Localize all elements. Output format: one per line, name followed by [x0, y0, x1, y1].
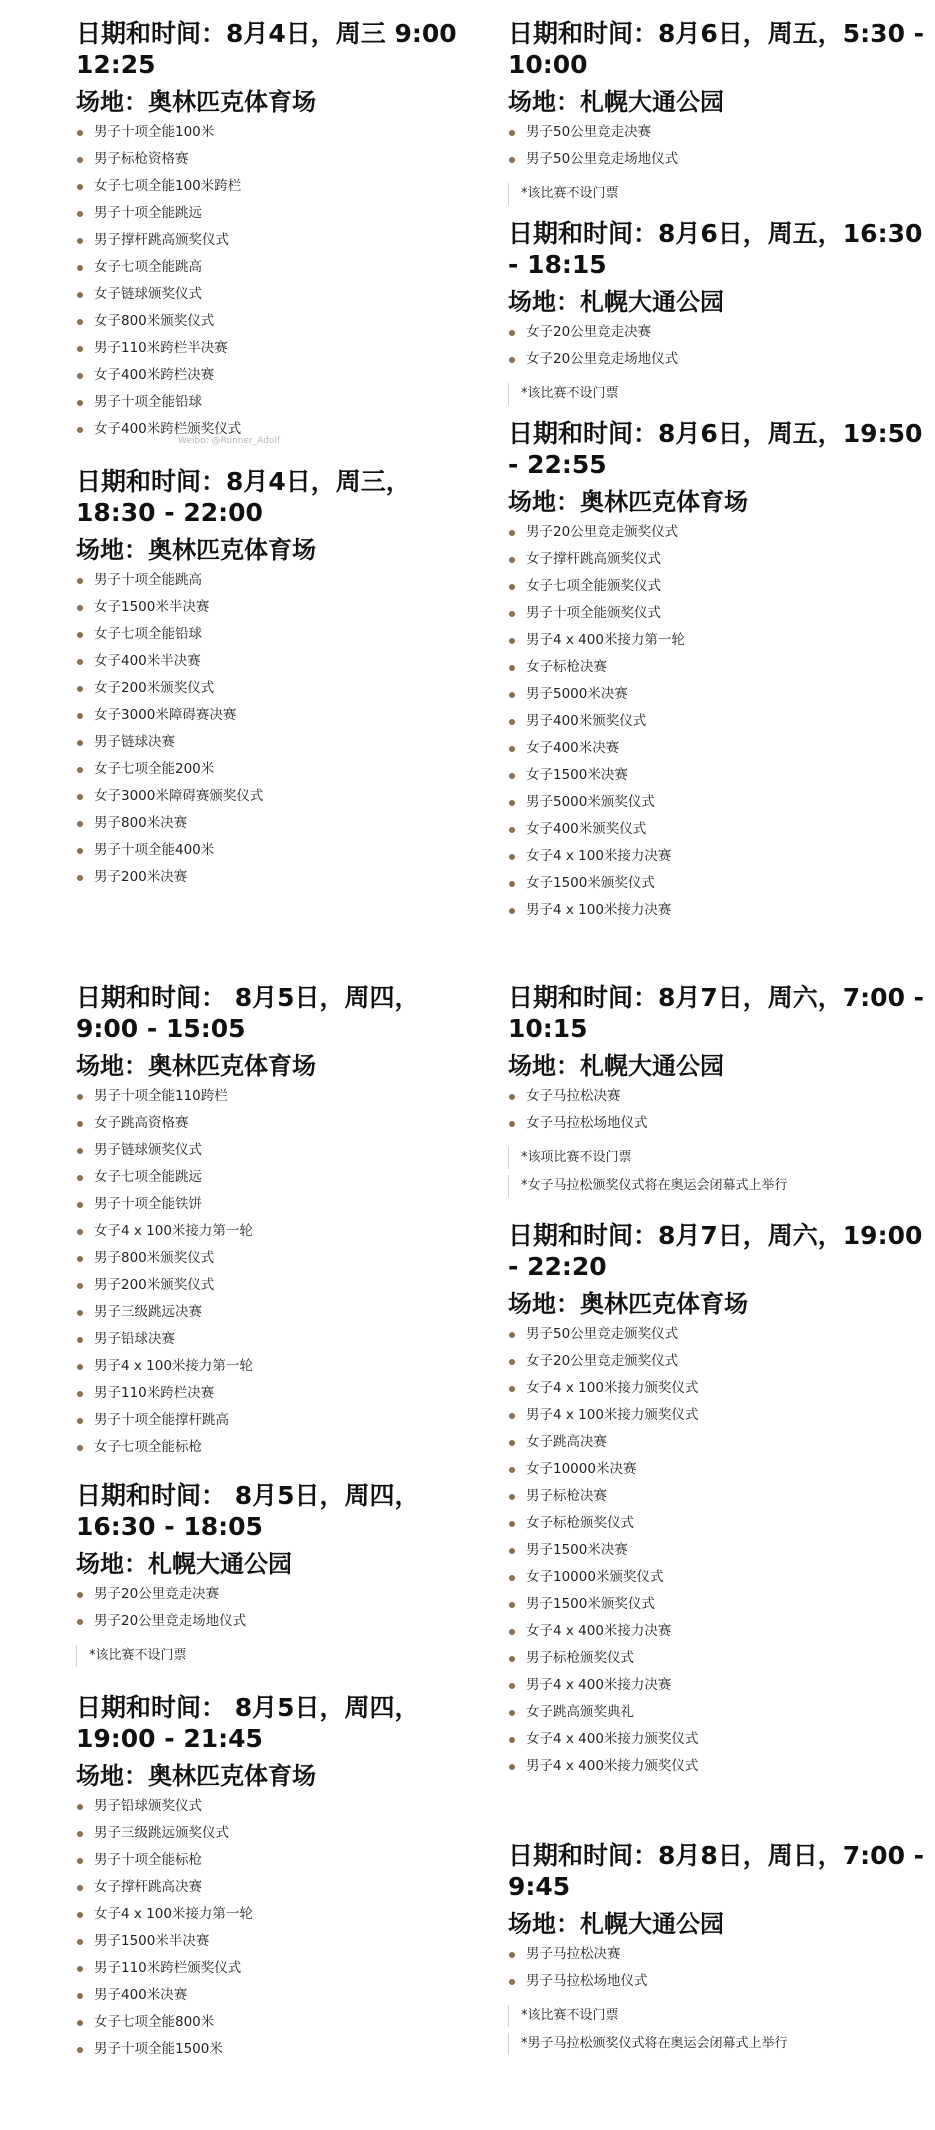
event-list — [76, 1793, 476, 2063]
event-list-item: 男子十项全能100米 — [76, 119, 476, 146]
event-list-item: 女子七项全能标枪 — [76, 1434, 476, 1461]
event-list — [76, 1581, 476, 1635]
ticket-note: *该比赛不设门票 — [76, 1645, 476, 1667]
event-list-item: 女子跳高决赛 — [508, 1429, 928, 1456]
watermark-text: Weibo: @Runner_Adolf — [178, 436, 281, 446]
event-list-item: 男子十项全能铅球 — [76, 389, 476, 416]
event-list-item: 男子400米颁奖仪式 — [508, 708, 928, 735]
event-list-item: 男子50公里竞走决赛 — [508, 119, 928, 146]
session-venue: 场地：奥林匹克体育场 — [76, 1762, 316, 1790]
event-list-item: 女子400米半决赛 — [76, 648, 476, 675]
event-list-item: 女子1500米半决赛 — [76, 594, 476, 621]
session-datetime: 日期和时间：8月4日，周三，18:30 - 22:00 — [76, 467, 411, 527]
session-venue: 场地：奥林匹克体育场 — [76, 88, 316, 116]
event-list-item: 女子400米决赛 — [508, 735, 928, 762]
event-list — [76, 567, 476, 891]
event-list-item: 女子3000米障碍赛决赛 — [76, 702, 476, 729]
event-list-item: 女子撑杆跳高颁奖仪式 — [508, 546, 928, 573]
session-venue: 场地：札幌大通公园 — [508, 88, 724, 116]
session-block-aug4-morning — [76, 18, 476, 443]
event-list-item: 女子七项全能200米 — [76, 756, 476, 783]
session-block-aug7-evening — [508, 1220, 928, 1780]
event-list-item: 女子10000米决赛 — [508, 1456, 928, 1483]
session-datetime: 日期和时间：8月6日，周五，19:50 - 22:55 — [508, 419, 923, 479]
event-list-item: 女子3000米障碍赛颁奖仪式 — [76, 783, 476, 810]
event-list-item: 女子400米跨栏决赛 — [76, 362, 476, 389]
session-datetime: 日期和时间： 8月5日，周四，16:30 - 18:05 — [76, 1481, 420, 1541]
event-list-item: 男子200米决赛 — [76, 864, 476, 891]
event-list-item: 男子十项全能颁奖仪式 — [508, 600, 928, 627]
event-list-item: 男子110米跨栏颁奖仪式 — [76, 1955, 476, 1982]
event-list-item: 女子七项全能800米 — [76, 2009, 476, 2036]
session-datetime: 日期和时间：8月6日，周五，5:30 - 10:00 — [508, 19, 925, 79]
event-list-item: 女子20公里竞走决赛 — [508, 319, 928, 346]
event-list-item: 女子七项全能100米跨栏 — [76, 173, 476, 200]
session-venue: 场地：奥林匹克体育场 — [508, 488, 748, 516]
event-list — [508, 119, 928, 173]
event-list-item: 男子4 x 400米接力决赛 — [508, 1672, 928, 1699]
event-list-item: 男子50公里竞走颁奖仪式 — [508, 1321, 928, 1348]
event-list-item: 女子4 x 100米接力第一轮 — [76, 1901, 476, 1928]
event-list-item: 男子20公里竞走场地仪式 — [76, 1608, 476, 1635]
event-list-item: 女子七项全能跳远 — [76, 1164, 476, 1191]
session-block-aug5-morning — [76, 982, 476, 1461]
event-list-item: 女子1500米颁奖仪式 — [508, 870, 928, 897]
event-list-item: 女子400米颁奖仪式 — [508, 816, 928, 843]
event-list-item: 男子4 x 100米接力颁奖仪式 — [508, 1402, 928, 1429]
event-list-item: 男子十项全能110跨栏 — [76, 1083, 476, 1110]
event-list — [508, 1083, 928, 1137]
event-list-item: 女子1500米决赛 — [508, 762, 928, 789]
event-list-item: 男子4 x 100米接力决赛 — [508, 897, 928, 924]
event-list-item: 男子1500米颁奖仪式 — [508, 1591, 928, 1618]
event-list-item: 女子4 x 100米接力颁奖仪式 — [508, 1375, 928, 1402]
event-list-item: 男子标枪决赛 — [508, 1483, 928, 1510]
session-block-aug6-evening — [508, 418, 928, 924]
session-venue: 场地：奥林匹克体育场 — [76, 1052, 316, 1080]
event-list-item: 男子20公里竞走颁奖仪式 — [508, 519, 928, 546]
session-datetime: 日期和时间： 8月5日，周四，19:00 - 21:45 — [76, 1693, 420, 1753]
event-list-item: 男子三级跳远颁奖仪式 — [76, 1820, 476, 1847]
event-list-item: 男子4 x 400米接力第一轮 — [508, 627, 928, 654]
session-venue: 场地：札幌大通公园 — [508, 1910, 724, 1938]
event-list-item: 男子链球决赛 — [76, 729, 476, 756]
event-list-item: 女子400米跨栏颁奖仪式 — [76, 416, 476, 443]
event-list-item: 女子标枪决赛 — [508, 654, 928, 681]
session-datetime: 日期和时间：8月6日，周五，16:30 - 18:15 — [508, 219, 923, 279]
session-block-aug7-morning — [508, 982, 928, 1201]
event-list-item: 男子110米跨栏决赛 — [76, 1380, 476, 1407]
event-list-item: 女子跳高颁奖典礼 — [508, 1699, 928, 1726]
event-list-item: 女子4 x 100米接力决赛 — [508, 843, 928, 870]
event-list-item: 男子标枪颁奖仪式 — [508, 1645, 928, 1672]
session-block-aug6-morning — [508, 18, 928, 209]
event-list — [508, 519, 928, 924]
session-datetime: 日期和时间： 8月5日，周四，9:00 - 15:05 — [76, 983, 420, 1043]
event-list-item: 男子十项全能跳远 — [76, 200, 476, 227]
event-list-item: 女子20公里竞走场地仪式 — [508, 346, 928, 373]
event-list — [76, 1083, 476, 1461]
event-list-item: 男子4 x 400米接力颁奖仪式 — [508, 1753, 928, 1780]
event-list-item: 女子10000米颁奖仪式 — [508, 1564, 928, 1591]
ticket-note: *该比赛不设门票 — [508, 383, 928, 405]
event-list-item: 男子5000米决赛 — [508, 681, 928, 708]
session-datetime: 日期和时间：8月7日，周六，19:00 - 22:20 — [508, 1221, 923, 1281]
session-datetime: 日期和时间：8月4日，周三 9:00 12:25 — [76, 19, 457, 79]
session-block-aug4-evening — [76, 466, 476, 891]
session-block-aug5-afternoon — [76, 1480, 476, 1671]
event-list-item: 男子十项全能1500米 — [76, 2036, 476, 2063]
session-block-aug6-afternoon — [508, 218, 928, 409]
event-list-item: 女子七项全能跳高 — [76, 254, 476, 281]
event-list-item: 男子十项全能跳高 — [76, 567, 476, 594]
ticket-note: *男子马拉松颁奖仪式将在奥运会闭幕式上举行 — [508, 2033, 928, 2055]
event-list-item: 男子400米决赛 — [76, 1982, 476, 2009]
event-list-item: 女子200米颁奖仪式 — [76, 675, 476, 702]
event-list-item: 男子铅球决赛 — [76, 1326, 476, 1353]
event-list-item: 男子20公里竞走决赛 — [76, 1581, 476, 1608]
event-list-item: 男子800米颁奖仪式 — [76, 1245, 476, 1272]
event-list-item: 男子800米决赛 — [76, 810, 476, 837]
session-venue: 场地：札幌大通公园 — [76, 1550, 292, 1578]
session-datetime: 日期和时间：8月7日，周六，7:00 - 10:15 — [508, 983, 925, 1043]
event-list-item: 男子撑杆跳高颁奖仪式 — [76, 227, 476, 254]
event-list-item: 女子链球颁奖仪式 — [76, 281, 476, 308]
session-venue: 场地：奥林匹克体育场 — [76, 536, 316, 564]
event-list-item: 女子马拉松决赛 — [508, 1083, 928, 1110]
event-list-item: 女子4 x 100米接力第一轮 — [76, 1218, 476, 1245]
ticket-note: *该比赛不设门票 — [508, 183, 928, 205]
ticket-note: *该项比赛不设门票 — [508, 1147, 928, 1169]
event-list-item: 男子铅球颁奖仪式 — [76, 1793, 476, 1820]
event-list-item: 男子110米跨栏半决赛 — [76, 335, 476, 362]
ticket-note: *女子马拉松颁奖仪式将在奥运会闭幕式上举行 — [508, 1175, 928, 1197]
event-list-item: 男子十项全能标枪 — [76, 1847, 476, 1874]
event-list-item: 女子4 x 400米接力决赛 — [508, 1618, 928, 1645]
event-list-item: 男子1500米半决赛 — [76, 1928, 476, 1955]
event-list — [76, 119, 476, 443]
session-datetime: 日期和时间：8月8日，周日，7:00 - 9:45 — [508, 1841, 925, 1901]
event-list-item: 男子标枪资格赛 — [76, 146, 476, 173]
event-list-item: 女子跳高资格赛 — [76, 1110, 476, 1137]
event-list-item: 男子马拉松决赛 — [508, 1941, 928, 1968]
event-list-item: 女子20公里竞走颁奖仪式 — [508, 1348, 928, 1375]
event-list-item: 男子十项全能撑杆跳高 — [76, 1407, 476, 1434]
event-list-item: 男子5000米颁奖仪式 — [508, 789, 928, 816]
event-list-item: 男子链球颁奖仪式 — [76, 1137, 476, 1164]
event-list-item: 男子十项全能400米 — [76, 837, 476, 864]
event-list — [508, 1321, 928, 1780]
event-list-item: 男子十项全能铁饼 — [76, 1191, 476, 1218]
session-venue: 场地：札幌大通公园 — [508, 1052, 724, 1080]
session-venue: 场地：奥林匹克体育场 — [508, 1290, 748, 1318]
session-block-aug5-evening — [76, 1692, 476, 2063]
event-list-item: 女子标枪颁奖仪式 — [508, 1510, 928, 1537]
event-list-item: 男子50公里竞走场地仪式 — [508, 146, 928, 173]
event-list-item: 男子4 x 100米接力第一轮 — [76, 1353, 476, 1380]
event-list-item: 女子800米颁奖仪式 — [76, 308, 476, 335]
event-list-item: 女子撑杆跳高决赛 — [76, 1874, 476, 1901]
ticket-note: *该比赛不设门票 — [508, 2005, 928, 2027]
event-list-item: 女子4 x 400米接力颁奖仪式 — [508, 1726, 928, 1753]
event-list-item: 男子200米颁奖仪式 — [76, 1272, 476, 1299]
event-list-item: 男子马拉松场地仪式 — [508, 1968, 928, 1995]
event-list-item: 女子七项全能颁奖仪式 — [508, 573, 928, 600]
event-list-item: 男子三级跳远决赛 — [76, 1299, 476, 1326]
session-block-aug8-morning — [508, 1840, 928, 2059]
event-list — [508, 1941, 928, 1995]
event-list-item: 女子七项全能铅球 — [76, 621, 476, 648]
event-list-item: 女子马拉松场地仪式 — [508, 1110, 928, 1137]
session-venue: 场地：札幌大通公园 — [508, 288, 724, 316]
event-list-item: 男子1500米决赛 — [508, 1537, 928, 1564]
event-list — [508, 319, 928, 373]
